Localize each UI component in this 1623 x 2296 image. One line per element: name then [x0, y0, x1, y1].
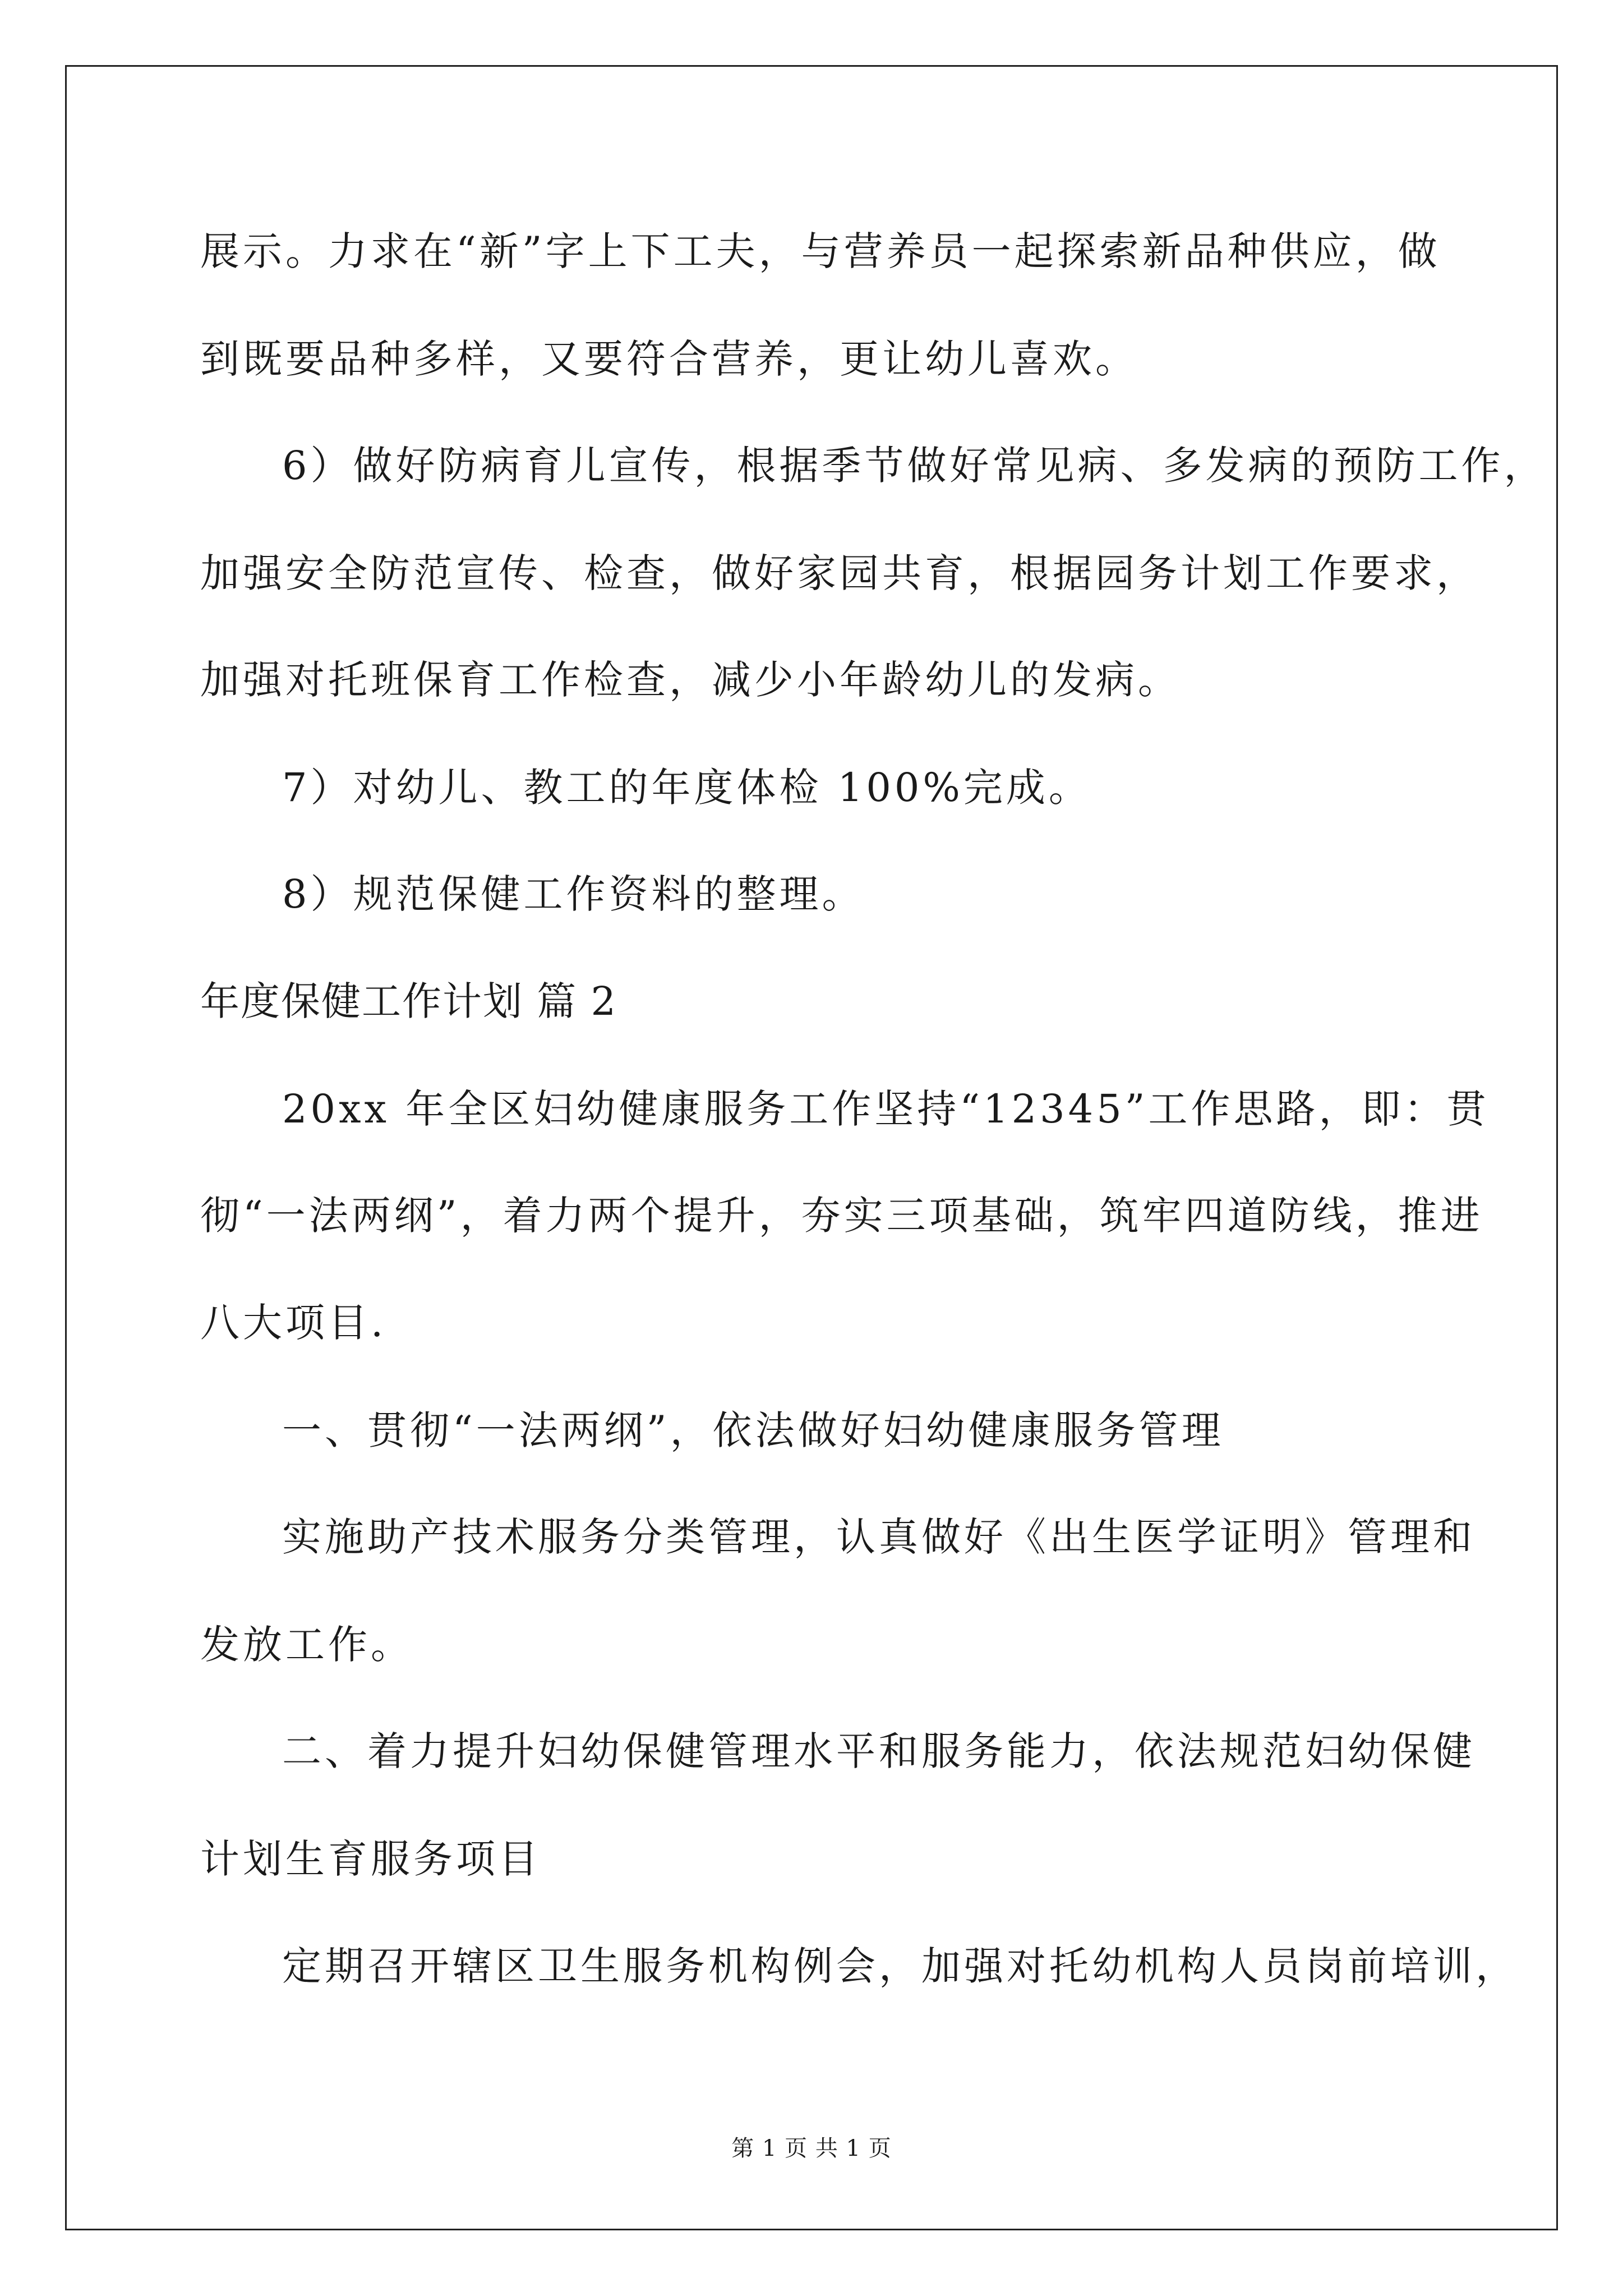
paragraph-line: 计划生育服务项目	[200, 1836, 541, 1882]
subheading-one: 一、贯彻“一法两纲”，依法做好妇幼健康服务管理	[282, 1407, 1224, 1453]
page-footer: 第 1 页 共 1 页	[731, 2136, 892, 2161]
paragraph-line: 展示。力求在“新”字上下工夫，与营养员一起探索新品种供应，做	[200, 228, 1441, 274]
page-border	[65, 65, 1558, 2230]
paragraph-line: 加强对托班保育工作检查，减少小年龄幼儿的发病。	[200, 657, 1181, 703]
list-item-6: 6）做好防病育儿宣传，根据季节做好常见病、多发病的预防工作，	[282, 443, 1547, 489]
paragraph-line: 八大项目.	[200, 1300, 387, 1346]
paragraph-line: 定期召开辖区卫生服务机构例会，加强对托幼机构人员岗前培训，	[282, 1943, 1518, 1989]
paragraph-line: 20xx 年全区妇幼健康服务工作坚持“12345”工作思路，即：贯	[282, 1086, 1490, 1132]
paragraph-line: 加强安全防范宣传、检查，做好家园共育，根据园务计划工作要求，	[200, 550, 1479, 596]
subheading-two: 二、着力提升妇幼保健管理水平和服务能力，依法规范妇幼保健	[282, 1728, 1476, 1774]
paragraph-line: 到既要品种多样，又要符合营养，更让幼儿喜欢。	[200, 336, 1138, 382]
paragraph-line: 实施助产技术服务分类管理，认真做好《出生医学证明》管理和	[282, 1514, 1476, 1560]
section-heading: 年度保健工作计划 篇 2	[200, 978, 617, 1024]
paragraph-line: 彻“一法两纲”，着力两个提升，夯实三项基础，筑牢四道防线，推进	[200, 1193, 1483, 1239]
paragraph-line: 发放工作。	[200, 1622, 413, 1668]
list-item-7: 7）对幼儿、教工的年度体检 100%完成。	[282, 765, 1091, 811]
list-item-8: 8）规范保健工作资料的整理。	[282, 871, 865, 917]
